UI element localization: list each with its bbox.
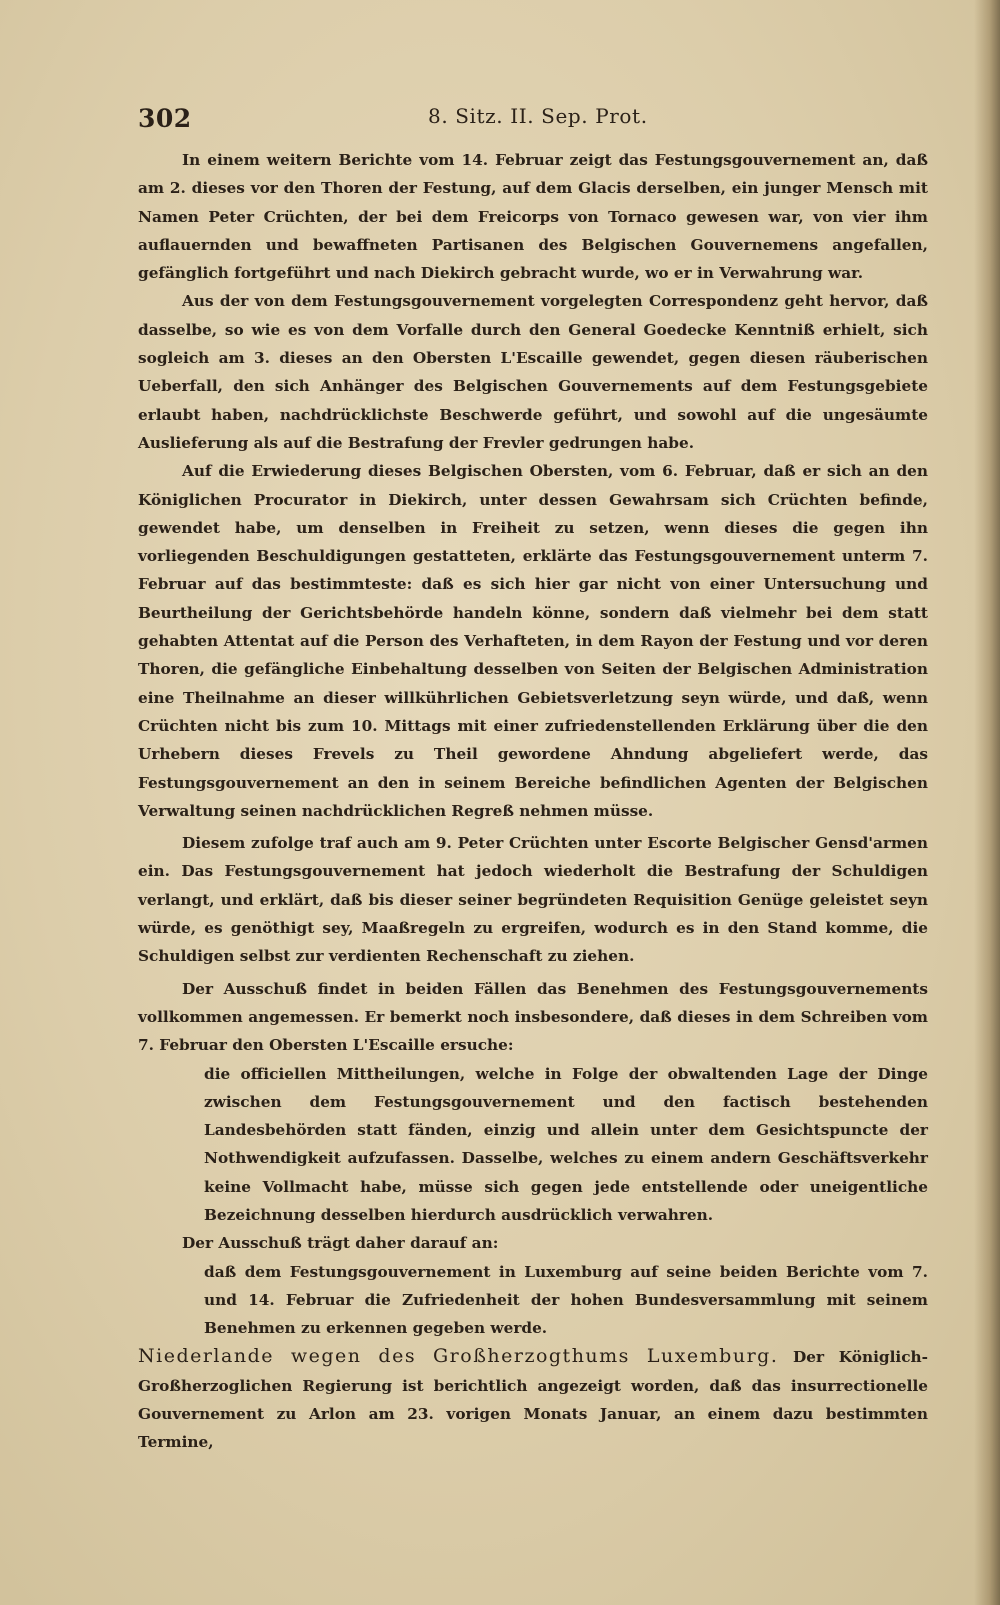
paragraph-release: Diesem zufolge traf auch am 9. Peter Crüchten unter Escorte Belgischer Gensd'armen ein. Das Festungsgouvernement hat jedoch wiederholt die Bestrafung der Schuldigen verlangt, und erklärt, daß bis dieser seiner begründeten Requisition Genüge geleistet seyn würde, es genöthigt sey, Maaßregeln zu ergreifen, wodurch es in den Stand komme, die Schuldigen selbst zur verdienten Rechenschaft zu ziehen. — [138, 834, 928, 966]
section-title: Niederlande wegen des Großherzogthums Luxemburg. — [138, 1345, 779, 1368]
page-edge-shadow — [974, 0, 1000, 1605]
section-text: Der Königlich-Großherzoglichen Regierung ist berichtlich angezeigt worden, daß das insurrectionelle Gouvernement zu Arlon am 23. vorigen Monats Januar, an einem dazu bestimmten Termine, — [138, 1348, 928, 1452]
quote-official-communications: die officiellen Mittheilungen, welche in Folge der obwaltenden Lage der Dinge zwischen dem Festungsgouvernement und den factisch bestehenden Landesbehörden statt fänden, einzig und allein unter dem Gesichtspuncte der Nothwendigkeit aufzufassen. Dasselbe, welches zu einem andern Geschäftsverkehr keine Vollmacht habe, müsse sich gegen jede entstellende oder uneigentliche Bezeichnung desselben hierdurch ausdrücklich verwahren. — [204, 1064, 928, 1224]
motion-intro: Der Ausschuß trägt daher darauf an: — [182, 1234, 499, 1253]
paragraph-report: In einem weitern Berichte vom 14. Februar zeigt das Festungsgouvernement an, daß am 2. dieses vor den Thoren der Festung, auf dem Glacis derselben, ein junger Mensch mit Namen Peter Crüchten, der bei dem Freicorps von Tornaco gewesen war, von vier ihm auflauernden und bewaffneten Partisanen des Belgischen Gouvernemens angefallen, gefänglich fortgeführt und nach Diekirch gebracht wurde, wo er in Verwahrung war. — [138, 151, 928, 283]
body-text — [138, 146, 928, 1457]
page-number: 302 — [138, 104, 192, 133]
running-head: 8. Sitz. II. Sep. Prot. — [428, 104, 648, 128]
paragraph-reply: Auf die Erwiederung dieses Belgischen Obersten, vom 6. Februar, daß er sich an den Königlichen Procurator in Diekirch, unter dessen Gewahrsam sich Crüchten befinde, gewendet habe, um denselben in Freiheit zu setzen, wenn dieses die gegen ihn vorliegenden Beschuldigungen gestatteten, erklärte das Festungsgouvernement unterm 7. Februar auf das bestimmteste: daß es sich hier gar nicht von einer Untersuchung und Beurtheilung der Gerichtsbehörde handeln könne, sondern daß vielmehr bei dem statt gehabten Attentat auf die Person des Verhafteten, in dem Rayon der Festung und vor deren Thoren, die gefängliche Einbehaltung desselben von Seiten der Belgischen Administration eine Theilnahme an dieser willkührlichen Gebietsverletzung seyn würde, und daß, wenn Crüchten nicht bis zum 10. Mittags mit einer zufriedenstellenden Erklärung über die den Urhebern dieses Frevels zu Theil gewordene Ahndung abgeliefert werde, das Festungsgouvernement an den in seinem Bereiche befindlichen Agenten der Belgischen Verwaltung seinen nachdrücklichen Regreß nehmen müsse. — [138, 462, 928, 820]
page-header — [138, 100, 938, 140]
paragraph-committee-finding: Der Ausschuß findet in beiden Fällen das Benehmen des Festungsgouvernements vollkommen angemessen. Er bemerkt noch insbesondere, daß dieses in dem Schreiben vom 7. Februar den Obersten L'Escaille ersuche: — [138, 979, 928, 1055]
quote-motion: daß dem Festungsgouvernement in Luxemburg auf seine beiden Berichte vom 7. und 14. Februar die Zufriedenheit der hohen Bundesversammlung mit seinem Benehmen zu erkennen gegeben werde. — [204, 1262, 928, 1338]
section-netherlands — [138, 1342, 928, 1456]
paragraph-correspondence: Aus der von dem Festungsgouvernement vorgelegten Correspondenz geht hervor, daß dasselbe, so wie es von dem Vorfalle durch den General Goedecke Kenntniß erhielt, sich sogleich am 3. dieses an den Obersten L'Escaille gewendet, gegen diesen räuberischen Ueberfall, den sich Anhänger des Belgischen Gouvernements auf dem Festungsgebiete erlaubt haben, nachdrücklichste Beschwerde geführt, und sowohl auf die ungesäumte Auslieferung als auf die Bestrafung der Frevler gedrungen habe. — [138, 292, 928, 452]
